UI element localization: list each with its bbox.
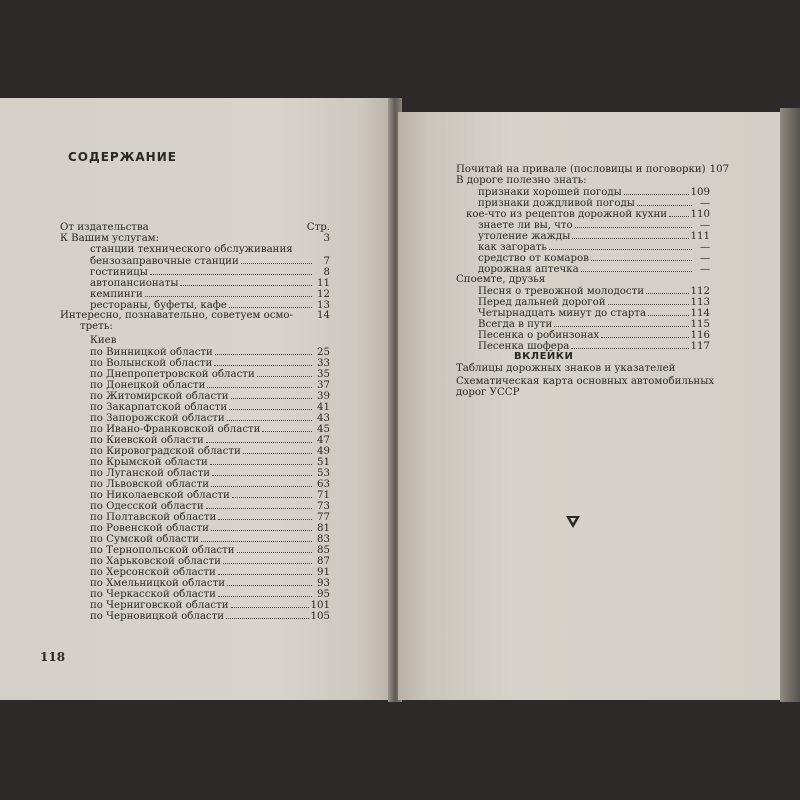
toc-entry [90, 533, 330, 544]
toc-entry [90, 500, 330, 511]
inserts-heading: ВКЛЕЙКИ [514, 351, 574, 362]
toc-entry-title: по Харьковской области [90, 556, 221, 567]
toc-entry-title: Всегда в пути [478, 319, 553, 330]
toc-entry [90, 412, 330, 423]
toc-entry [478, 318, 710, 329]
toc-entry-title: по Хмельницкой области [90, 578, 225, 589]
dot-leader [554, 318, 688, 327]
toc-entry-page: 111 [690, 231, 710, 242]
toc-entry-page: 113 [690, 297, 710, 308]
dot-leader [118, 335, 312, 343]
dot-leader [229, 299, 312, 308]
dot-leader [669, 208, 689, 217]
toc-entry [478, 263, 710, 274]
dot-leader [212, 467, 312, 476]
toc-entry-page: 12 [317, 289, 330, 300]
toc-entry-title: автопансионаты [90, 278, 179, 289]
right-page [398, 112, 780, 700]
toc-entry [456, 175, 710, 186]
dot-leader [608, 296, 689, 305]
toc-entry-page: 95 [317, 589, 330, 600]
toc-entry [60, 233, 330, 244]
toc-entry [478, 285, 710, 296]
toc-entry-page: 45 [317, 424, 330, 435]
toc-entry [90, 299, 330, 310]
dot-leader [581, 263, 692, 272]
toc-entry [60, 222, 330, 233]
toc-entry-page: 37 [317, 380, 330, 391]
toc-entry-page: — [699, 264, 710, 275]
dot-leader [151, 222, 305, 230]
toc-entry-title: по Волынской области [90, 358, 213, 369]
ornament-icon [564, 512, 582, 530]
toc-entry-title: по Херсонской области [90, 567, 216, 578]
dot-leader [547, 274, 692, 282]
toc-entry [90, 610, 330, 621]
dot-leader [180, 277, 312, 286]
dot-leader [215, 346, 312, 355]
dot-leader [207, 379, 312, 388]
dot-leader [227, 412, 312, 421]
toc-entry-page: 93 [317, 578, 330, 589]
toc-entry [478, 329, 710, 340]
dot-leader [295, 310, 312, 318]
toc-entry-title: Песенка шофера [478, 341, 570, 352]
toc-entry [478, 219, 710, 230]
toc-entry-page: 83 [317, 534, 330, 545]
toc-entry-title: В дороге полезно знать: [456, 175, 587, 186]
dot-leader [231, 390, 312, 399]
toc-entry [80, 321, 330, 332]
dot-leader [210, 456, 312, 465]
toc-entry-title: по Запорожской области [90, 413, 225, 424]
insert-line: Схематическая карта основных автомобильных [456, 376, 715, 387]
toc-entry-title: по Киевской области [90, 435, 204, 446]
toc-entry [90, 522, 330, 533]
toc-entry-title: станции технического обслуживания [90, 244, 293, 255]
toc-entry-title: треть: [80, 321, 113, 332]
toc-entry-page: 51 [317, 457, 330, 468]
dot-leader [589, 175, 692, 183]
dot-leader [572, 230, 688, 239]
toc-entry-title: гостиницы [90, 267, 148, 278]
dot-leader [227, 577, 312, 586]
dot-leader [241, 255, 312, 264]
dot-leader [150, 266, 312, 275]
dot-leader [237, 544, 312, 553]
insert-line: дорог УССР [456, 387, 520, 398]
toc-entry-title: рестораны, буфеты, кафе [90, 300, 227, 311]
dot-leader [591, 252, 692, 261]
toc-entry [90, 390, 330, 401]
toc-entry-page: 77 [317, 512, 330, 523]
toc-entry-page: 63 [317, 479, 330, 490]
toc-entry-title: по Крымской области [90, 457, 208, 468]
toc-entry-title: по Закарпатской области [90, 402, 228, 413]
toc-entry [90, 277, 330, 288]
toc-entry-page: 85 [317, 545, 330, 556]
toc-entry-title: по Черкасской области [90, 589, 216, 600]
toc-entry-title: средство от комаров [478, 253, 589, 264]
toc-entry-title: по Черниговской области [90, 600, 229, 611]
dot-leader [232, 489, 312, 498]
toc-entry [90, 467, 330, 478]
dot-leader [218, 566, 312, 575]
toc-entry-page: — [699, 198, 710, 209]
toc-entry [90, 379, 330, 390]
toc-entry-title: по Ивано-Франковской области [90, 424, 261, 435]
toc-entry [90, 456, 330, 467]
toc-entry-title: по Кировоградской области [90, 446, 241, 457]
toc-entry-title: по Николаевской области [90, 490, 230, 501]
toc-entry-page: 49 [317, 446, 330, 457]
toc-entry-page: 8 [323, 267, 330, 278]
toc-entry-page: 11 [317, 278, 330, 289]
toc-entry [90, 335, 330, 346]
dot-leader [637, 197, 692, 206]
toc-entry [90, 368, 330, 379]
toc-entry [90, 599, 330, 610]
toc-entry-title: кое-что из рецептов дорожной кухни [466, 209, 668, 220]
dot-leader [231, 599, 309, 608]
toc-entry [478, 186, 710, 197]
toc-entry [90, 577, 330, 588]
toc-entry-page: Стр. [306, 222, 330, 233]
toc-entry-title: по Ровенской области [90, 523, 209, 534]
toc-entry-page: 47 [317, 435, 330, 446]
toc-entry-title: Песенка о робинзонах [478, 330, 600, 341]
toc-entry-page: 112 [690, 286, 710, 297]
toc-entry-page: 114 [690, 308, 710, 319]
toc-entry [90, 566, 330, 577]
toc-entry-page: 117 [690, 341, 710, 352]
toc-entry-page: 71 [317, 490, 330, 501]
toc-entry-title: по Полтавской области [90, 512, 217, 523]
toc-entry-page: 35 [317, 369, 330, 380]
toc-entry-page: 115 [690, 319, 710, 330]
toc-entry-title: по Луганской области [90, 468, 211, 479]
toc-entry [90, 401, 330, 412]
dot-leader [571, 340, 688, 349]
toc-entry-title: Интересно, познавательно, советуем осмо- [60, 310, 293, 321]
toc-entry-page: 39 [317, 391, 330, 402]
toc-entry-page: 101 [310, 600, 330, 611]
toc-entry-title: К Вашим услугам: [60, 233, 160, 244]
dot-leader [648, 307, 689, 316]
toc-entry-title: кемпинги [90, 289, 143, 300]
toc-entry [90, 478, 330, 489]
toc-entry [90, 445, 330, 456]
toc-entry-title: по Черновицкой области [90, 611, 225, 622]
dot-leader [646, 285, 689, 294]
toc-entry-title: Почитай на привале (пословицы и поговорки) [456, 164, 706, 175]
toc-entry [478, 307, 710, 318]
dot-leader [601, 329, 688, 338]
toc-entry-page: 81 [317, 523, 330, 534]
toc-entry-page: 14 [317, 310, 330, 321]
toc-entry-page: — [699, 242, 710, 253]
toc-entry [90, 255, 330, 266]
toc-entry [90, 357, 330, 368]
dot-leader [211, 478, 312, 487]
toc-entry [90, 288, 330, 299]
dot-leader [161, 233, 312, 241]
dot-leader [145, 288, 312, 297]
toc-entry-page: 73 [317, 501, 330, 512]
toc-entry [60, 310, 330, 321]
toc-entry [478, 296, 710, 307]
toc-entry-title: Киев [90, 335, 117, 346]
toc-entry-title: по Житомирской области [90, 391, 229, 402]
toc-entry-page: 13 [317, 300, 330, 311]
toc-entry-page: 91 [317, 567, 330, 578]
toc-entry-page: 53 [317, 468, 330, 479]
toc-entry-page: 87 [317, 556, 330, 567]
toc-entry-page: 7 [323, 256, 330, 267]
toc-entry-title: утоление жажды [478, 231, 571, 242]
dot-leader [295, 244, 312, 252]
toc-entry [478, 197, 710, 208]
toc-entry [478, 340, 710, 351]
toc-entry [90, 434, 330, 445]
toc-entry-title: дорожная аптечка [478, 264, 579, 275]
toc-entry-page: 3 [323, 233, 330, 244]
toc-entry [90, 423, 330, 434]
toc-entry-title: Песня о тревожной молодости [478, 286, 645, 297]
toc-entry-title: по Винницкой области [90, 347, 213, 358]
toc-entry-page: 41 [317, 402, 330, 413]
toc-entry [478, 252, 710, 263]
toc-entry-title: по Сумской области [90, 534, 200, 545]
page-number: 118 [40, 650, 66, 664]
toc-entry-page: 107 [709, 164, 730, 175]
open-book [0, 98, 800, 702]
toc-entry-page: — [699, 253, 710, 264]
dot-leader [257, 368, 312, 377]
toc-entry-page: 105 [310, 611, 330, 622]
dot-leader [575, 219, 692, 228]
toc-entry [90, 555, 330, 566]
toc-entry-page: 110 [690, 209, 710, 220]
toc-entry [90, 489, 330, 500]
toc-entry [90, 346, 330, 357]
toc-entry [456, 274, 710, 285]
dot-leader [262, 423, 312, 432]
dot-leader [229, 401, 312, 410]
toc-entry-title: бензозаправочные станции [90, 256, 239, 267]
toc-entry-page: 25 [317, 347, 330, 358]
toc-entry-page: 116 [690, 330, 710, 341]
dot-leader [115, 321, 312, 329]
toc-entry-title: признаки дождливой погоды [478, 198, 635, 209]
dot-leader [218, 588, 312, 597]
toc-entry [478, 230, 710, 241]
dot-leader [206, 434, 312, 443]
dot-leader [218, 511, 312, 520]
left-page [0, 98, 392, 700]
toc-entry [466, 208, 710, 219]
toc-entry-title: Споемте, друзья [456, 274, 546, 285]
toc-entry-title: по Тернопольской области [90, 545, 235, 556]
toc-entry-title: Перед дальней дорогой [478, 297, 606, 308]
toc-entry-title: по Донецкой области [90, 380, 206, 391]
dot-leader [226, 610, 308, 619]
toc-heading: СОДЕРЖАНИЕ [68, 150, 177, 164]
dot-leader [624, 186, 689, 195]
toc-entry-title: по Одесской области [90, 501, 204, 512]
toc-entry-page: 109 [690, 187, 710, 198]
dot-leader [243, 445, 312, 454]
dot-leader [223, 555, 312, 564]
dot-leader [206, 500, 312, 509]
toc-entry-page: 33 [317, 358, 330, 369]
toc-entry-title: признаки хорошей погоды [478, 187, 622, 198]
toc-entry-title: От издательства [60, 222, 149, 233]
toc-entry-title: как загорать [478, 242, 547, 253]
toc-entry [478, 241, 710, 252]
toc-entry-title: по Львовской области [90, 479, 209, 490]
toc-entry [90, 544, 330, 555]
toc-entry [90, 266, 330, 277]
toc-entry-page: — [699, 220, 710, 231]
dot-leader [214, 357, 312, 366]
toc-entry-page: 43 [317, 413, 330, 424]
toc-entry [456, 164, 730, 175]
insert-line: Таблицы дорожных знаков и указателей [456, 363, 676, 374]
toc-entry [90, 588, 330, 599]
toc-entry-title: по Днепропетровской области [90, 369, 255, 380]
toc-entry-title: знаете ли вы, что [478, 220, 573, 231]
toc-entry-title: Четырнадцать минут до старта [478, 308, 647, 319]
toc-entry [90, 511, 330, 522]
page-edge [780, 108, 800, 702]
dot-leader [201, 533, 312, 542]
toc-entry [90, 244, 330, 255]
dot-leader [211, 522, 312, 531]
dot-leader [549, 241, 692, 250]
